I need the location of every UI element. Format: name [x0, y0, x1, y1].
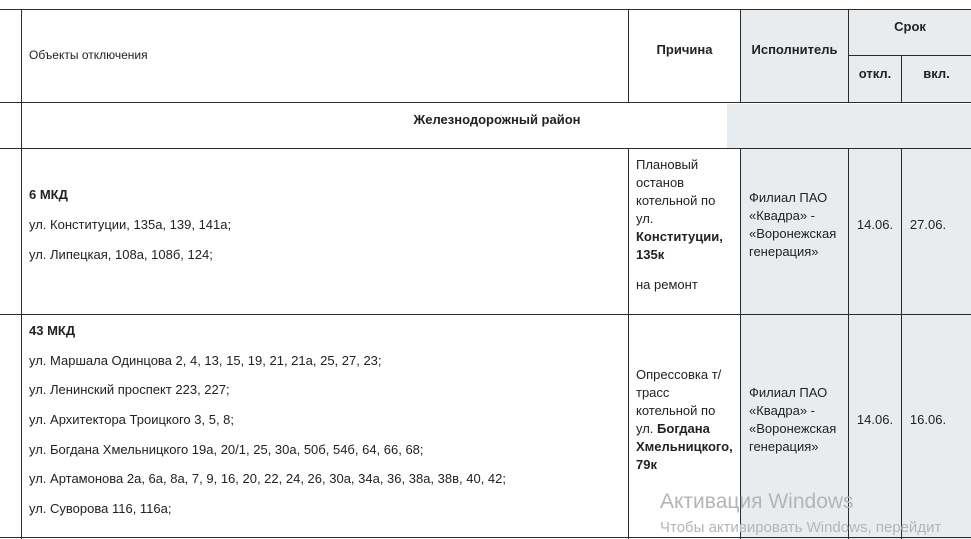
executor-text	[749, 189, 848, 261]
executor-line: «Квадра» -	[749, 208, 816, 223]
street-line: ул. Маршала Одинцова 2, 4, 13, 15, 19, 21, 21а, 25, 27, 23;	[29, 353, 382, 368]
street-line: ул. Суворова 116, 116а;	[29, 501, 172, 516]
reason-line: ул.	[636, 211, 654, 226]
reason-line: Опрессовка т/	[636, 367, 722, 382]
reason-text	[636, 366, 740, 474]
header-objects: Объекты отключения	[29, 48, 148, 62]
street-line: ул. Конституции, 135а, 139, 141а;	[29, 217, 232, 232]
district-title: Железнодорожный район	[413, 112, 581, 127]
reason-line: котельной по	[636, 403, 716, 418]
reason-line: Хмельницкого,	[636, 439, 733, 454]
executor-line: «Квадра» -	[749, 403, 816, 418]
reason-line: трасс	[636, 385, 670, 400]
street-line: ул. Богдана Хмельницкого 19а, 20/1, 25, 30а, 50б, 54б, 64, 66, 68;	[29, 442, 424, 457]
reason-line-bold: Богдана	[657, 421, 710, 436]
reason-line: 135к	[636, 247, 665, 262]
reason-extra: на ремонт	[636, 277, 698, 292]
street-line: ул. Ленинский проспект 223, 227;	[29, 382, 230, 397]
executor-line: генерация»	[749, 244, 819, 259]
date-off: 14.06.	[856, 412, 894, 427]
reason-line: котельной по	[636, 193, 716, 208]
header-executor: Исполнитель	[751, 42, 838, 57]
reason-line: Конституции,	[636, 229, 723, 244]
row-title: 43 МКД	[29, 323, 76, 338]
street-line: ул. Архитектора Троицкого 3, 5, 8;	[29, 412, 235, 427]
reason-text	[636, 156, 740, 294]
date-on: 27.06.	[909, 217, 947, 232]
executor-text	[749, 384, 848, 456]
executor-line: генерация»	[749, 439, 819, 454]
date-off: 14.06.	[856, 217, 894, 232]
header-off: откл.	[858, 66, 892, 81]
reason-line-head: ул.	[636, 421, 658, 436]
windows-activation-title: Активация Windows	[660, 490, 854, 513]
date-on: 16.06.	[909, 412, 947, 427]
windows-activation-subtitle: Чтобы активировать Windows, перейдит	[660, 519, 942, 536]
reason-line: останов	[636, 175, 685, 190]
header-term: Срок	[894, 19, 926, 34]
executor-line: «Воронежская	[749, 421, 837, 436]
executor-line: Филиал ПАО	[749, 385, 828, 400]
reason-line: Плановый	[636, 157, 699, 172]
street-line: ул. Артамонова 2а, 6а, 8а, 7, 9, 16, 20, 22, 24, 26, 30а, 34а, 36, 38а, 38в, 40, 42;	[29, 471, 507, 486]
executor-line: «Воронежская	[749, 226, 837, 241]
header-on: вкл.	[923, 66, 950, 81]
header-reason: Причина	[656, 42, 713, 57]
street-line: ул. Липецкая, 108а, 108б, 124;	[29, 247, 213, 262]
reason-line: 79к	[636, 457, 657, 472]
row-title: 6 МКД	[29, 187, 68, 202]
executor-line: Филиал ПАО	[749, 190, 828, 205]
reason-line	[636, 420, 740, 438]
